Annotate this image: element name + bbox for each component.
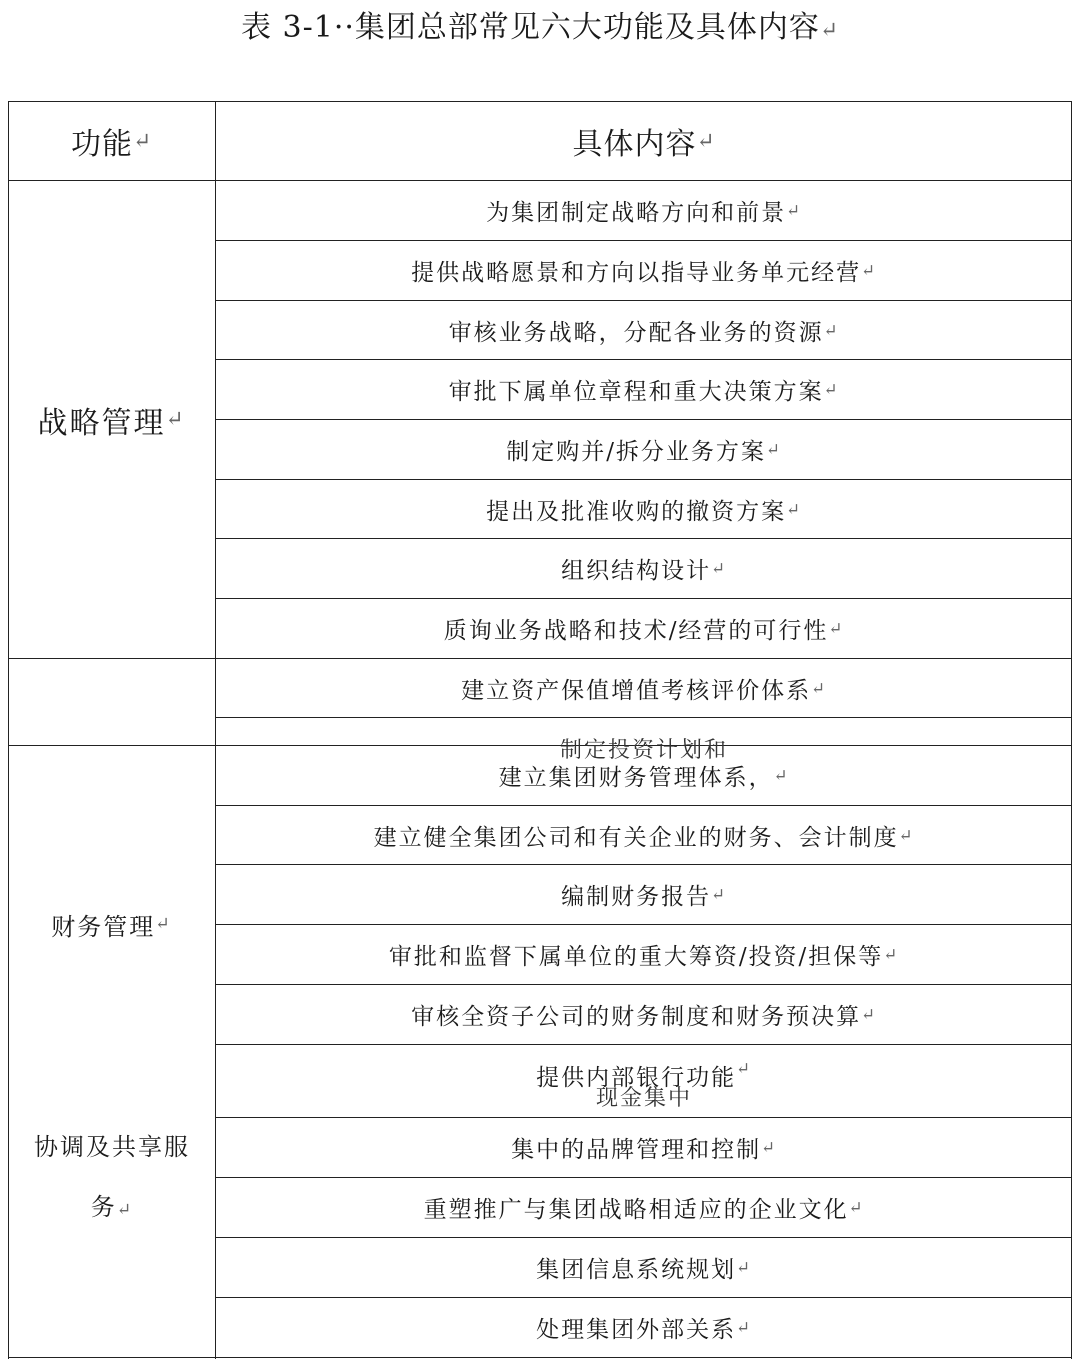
table-row: 建立资产保值增值考核评价体系 ↵: [461, 677, 827, 704]
table-row: 集中的品牌管理和控制 ↵: [511, 1137, 777, 1163]
function-table: [8, 101, 1072, 1359]
table-title: 表 3-1··集团总部常见六大功能及具体内容↵: [240, 10, 839, 45]
table-row: 为集团制定战略方向和前景 ↵: [486, 200, 802, 226]
table-row: 制定购并/拆分业务方案 ↵: [506, 439, 782, 465]
group-label-strategy: 战略管理 ↵: [37, 405, 186, 441]
group-label-finance: 财务管理 ↵: [51, 912, 172, 941]
table-row: 审批和监督下属单位的重大筹资/投资/担保等 ↵: [388, 944, 900, 970]
partial-row-text: 制定投资计划和: [559, 738, 728, 763]
header-function: 功能 ↵: [70, 127, 153, 162]
table-row: 编制财务报告 ↵: [561, 884, 727, 910]
table-row: 组织结构设计 ↵: [561, 558, 727, 584]
table-row: 重塑推广与集团战略相适应的企业文化 ↵: [423, 1197, 865, 1223]
row-divider: [216, 717, 1072, 718]
partial-row-text: 现金集中: [595, 1086, 692, 1111]
table-row: 处理集团外部关系 ↵: [536, 1317, 752, 1343]
table-row: 审批下属单位章程和重大决策方案 ↵: [448, 379, 840, 405]
table-row: 审核全资子公司的财务制度和财务预决算 ↵: [411, 1004, 877, 1030]
table-row: 提供内部银行功能 ↵: [536, 1059, 752, 1091]
table-bottom-border: [8, 1357, 1072, 1358]
table-row: 质询业务战略和技术/经营的可行性 ↵: [443, 618, 845, 644]
table-row: 建立健全集团公司和有关企业的财务、会计制度 ↵: [373, 824, 915, 851]
table-row: 提供战略愿景和方向以指导业务单元经营 ↵: [411, 260, 877, 286]
table-row: 集团信息系统规划 ↵: [536, 1257, 752, 1283]
table-row: 审核业务战略，分配各业务的资源 ↵: [448, 319, 840, 346]
table-row: 提出及批准收购的撤资方案 ↵: [486, 498, 802, 525]
table-row: 建立集团财务管理体系， ↵: [498, 765, 790, 791]
group-label-shared-services: 协调及共享服务↵: [34, 1132, 190, 1221]
header-content: 具体内容 ↵: [572, 127, 716, 162]
